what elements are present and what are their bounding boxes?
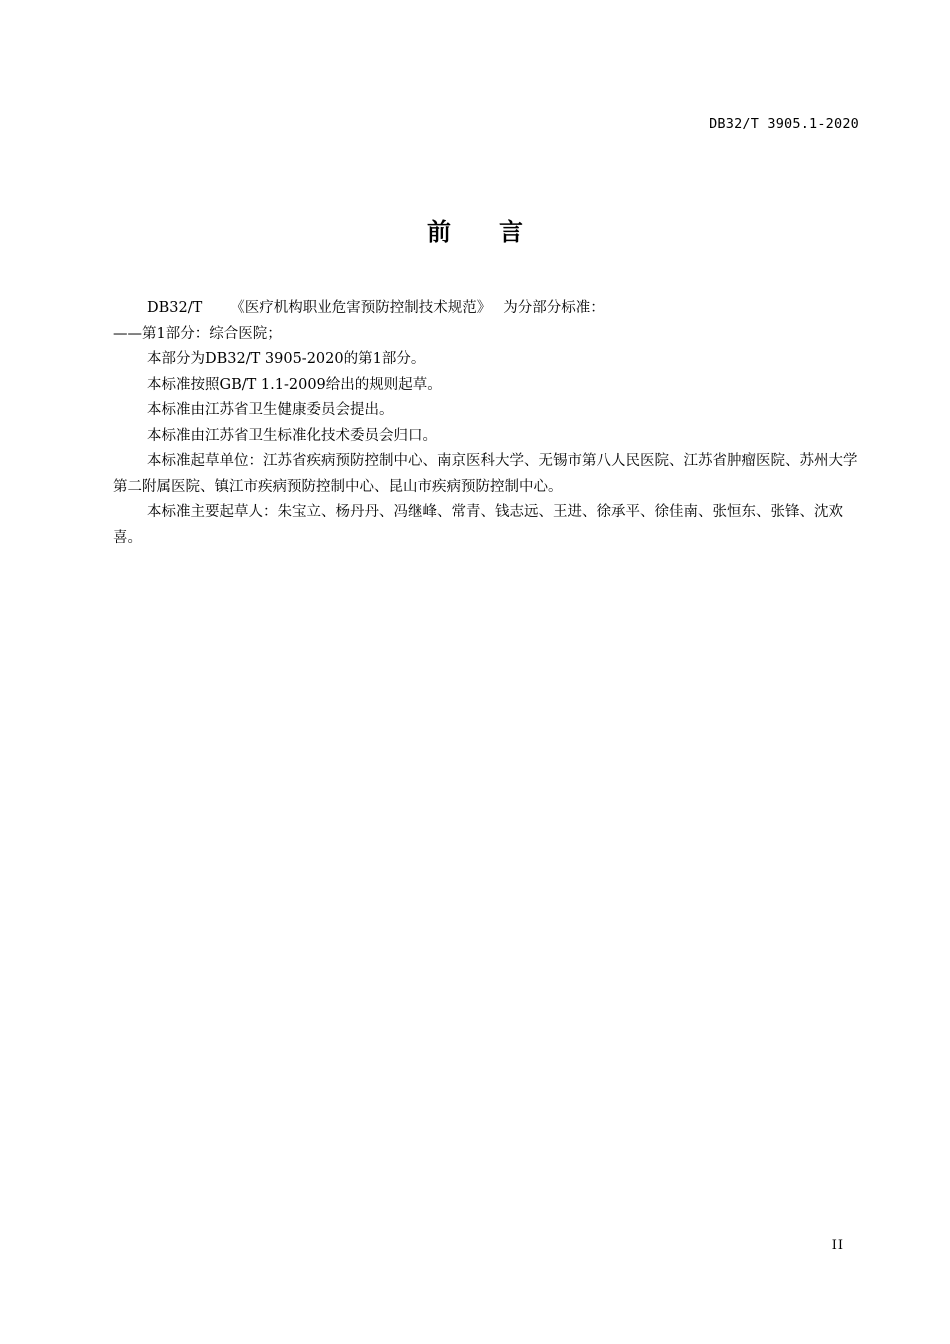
intro-paragraph [113, 296, 860, 322]
paragraph-drafting-units: 本标准起草单位：江苏省疾病预防控制中心、南京医科大学、无锡市第八人民医院、江苏省肿瘤医院、苏州大学第二附属医院、镇江市疾病预防控制中心、昆山市疾病预防控制中心。 [113, 453, 858, 495]
paragraph-drafting-rules: 本标准按照GB/T 1.1-2009给出的规则起草。 [147, 376, 442, 393]
paragraph-main-drafters: 本标准主要起草人：朱宝立、杨丹丹、冯继峰、常青、钱志远、王进、徐承平、徐佳南、张恒东、张锋、沈欢喜。 [113, 504, 843, 546]
page-number: II [831, 1238, 844, 1253]
paragraph-centralized-by: 本标准由江苏省卫生标准化技术委员会归口。 [147, 427, 437, 444]
intro-code: DB32/T [147, 300, 203, 316]
paragraph-part-statement: 本部分为DB32/T 3905-2020的第1部分。 [147, 351, 426, 367]
standard-code: DB32/T 3905.1-2020 [709, 116, 859, 132]
page-title: 前言 [427, 218, 571, 246]
part-list-item: ——第1部分：综合医院； [113, 325, 282, 342]
intro-standard-name: 《医疗机构职业危害预防控制技术规范》 [230, 300, 492, 316]
paragraph-proposed-by: 本标准由江苏省卫生健康委员会提出。 [147, 402, 394, 418]
document-body [113, 296, 860, 551]
intro-suffix: 为分部分标准： [503, 300, 605, 316]
